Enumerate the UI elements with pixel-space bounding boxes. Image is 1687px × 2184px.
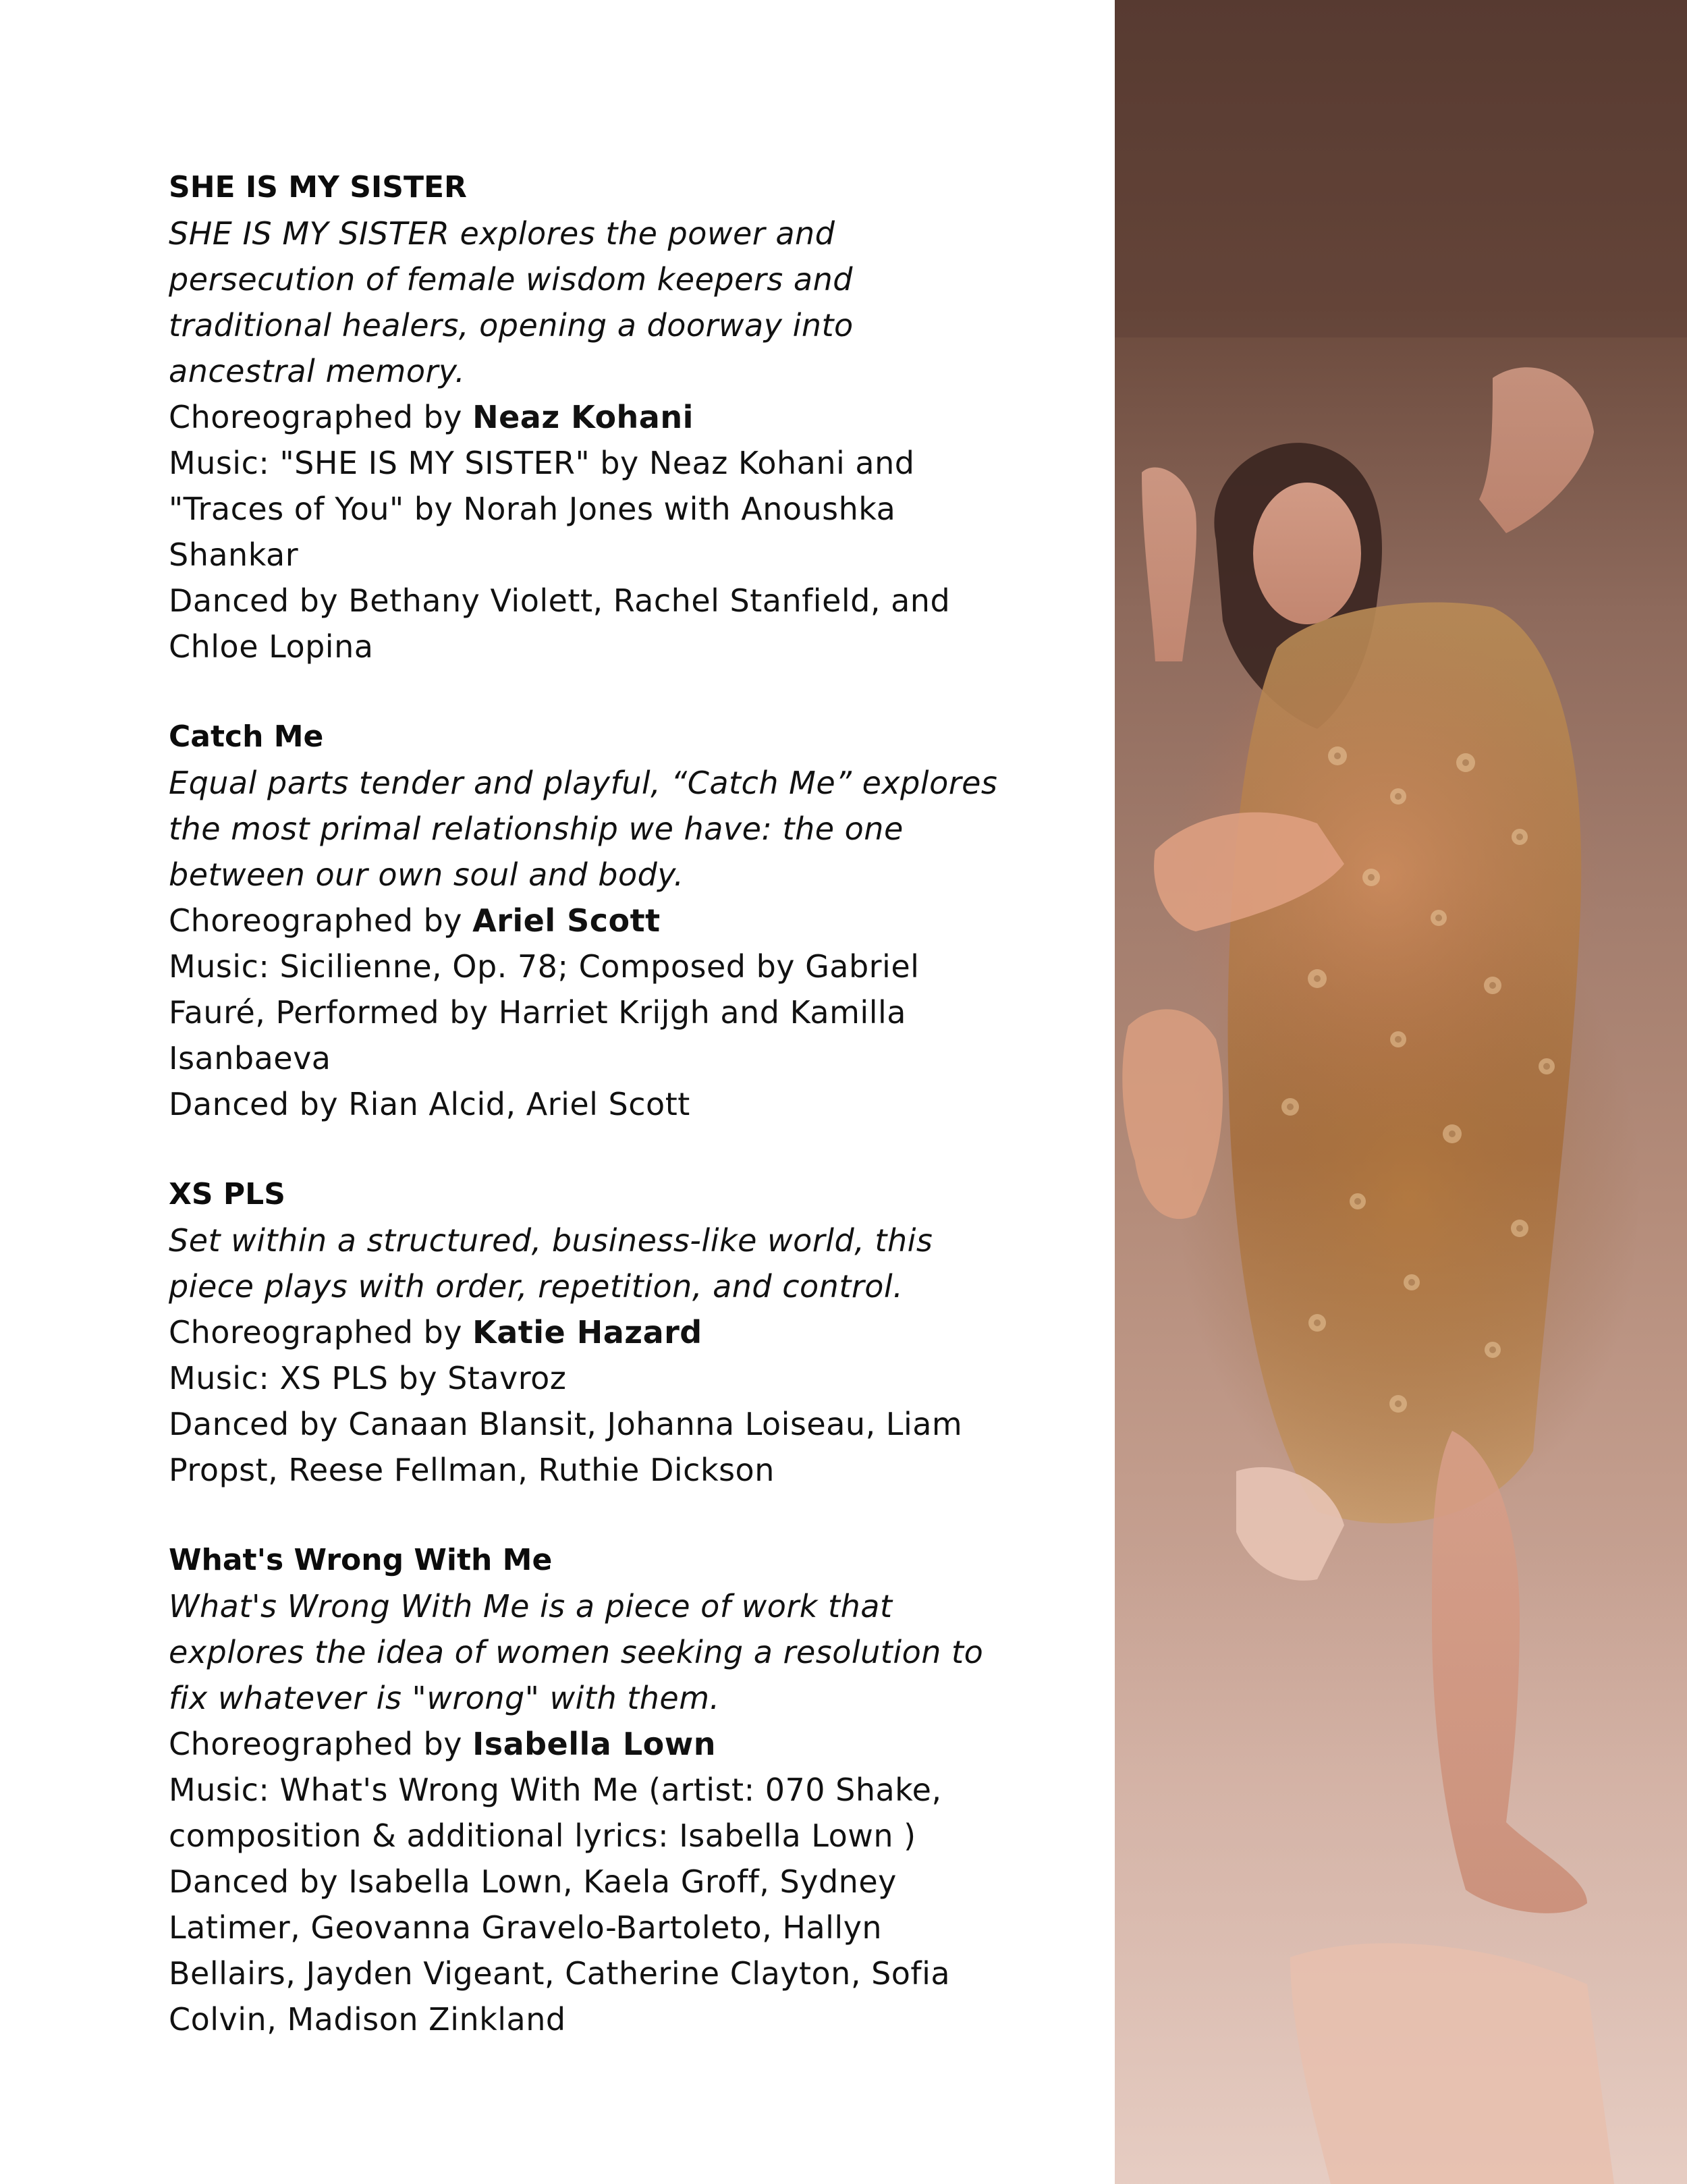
- piece-detail-line: "Traces of You" by Norah Jones with Anoushka: [169, 491, 896, 527]
- piece-detail-line: Latimer, Geovanna Gravelo-Bartoleto, Hallyn: [169, 1909, 883, 1946]
- choreographer-line: [169, 1309, 1100, 1355]
- piece-detail-line: Shankar: [169, 537, 299, 573]
- choreographer-name: Katie Hazard: [472, 1314, 702, 1350]
- piece-catch-me: [169, 714, 1100, 1127]
- choreographed-by-label: Choreographed by: [169, 399, 473, 435]
- piece-detail-line: Propst, Reese Fellman, Ruthie Dickson: [169, 1452, 775, 1488]
- piece-detail-line: Music: What's Wrong With Me (artist: 070 Shake,: [169, 1772, 942, 1808]
- piece-description-line: Set within a structured, business-like world, this: [169, 1222, 933, 1259]
- piece-title: SHE IS MY SISTER: [169, 170, 467, 204]
- piece-detail-line: Danced by Bethany Violett, Rachel Stanfield, and: [169, 582, 951, 619]
- piece-whats-wrong-with-me: [169, 1537, 1100, 2042]
- choreographed-by-label: Choreographed by: [169, 902, 473, 939]
- piece-title: XS PLS: [169, 1177, 285, 1211]
- piece-detail-line: composition & additional lyrics: Isabella Lown ): [169, 1818, 916, 1854]
- piece-detail-line: Chloe Lopina: [169, 628, 374, 665]
- choreographer-name: Ariel Scott: [472, 902, 661, 939]
- piece-description-line: Equal parts tender and playful, “Catch Me” explores: [169, 765, 998, 801]
- piece-description-line: the most primal relationship we have: the one: [169, 811, 904, 847]
- piece-detail-line: Isanbaeva: [169, 1040, 331, 1076]
- piece-detail-line: Danced by Canaan Blansit, Johanna Loiseau, Liam: [169, 1406, 963, 1442]
- choreographed-by-label: Choreographed by: [169, 1314, 473, 1350]
- piece-description-line: traditional healers, opening a doorway into: [169, 307, 854, 344]
- choreographer-line: [169, 1721, 1100, 1767]
- piece-description-line: ancestral memory.: [169, 353, 466, 389]
- choreographer-name: Neaz Kohani: [472, 399, 694, 435]
- program-text-column: [169, 165, 1100, 2087]
- piece-detail-line: Colvin, Madison Zinkland: [169, 2001, 566, 2038]
- dancer-photo: [1115, 0, 1687, 2184]
- piece-xs-pls: [169, 1172, 1100, 1493]
- piece-detail-line: Danced by Isabella Lown, Kaela Groff, Sydney: [169, 1863, 897, 1900]
- piece-she-is-my-sister: [169, 165, 1100, 670]
- piece-title: Catch Me: [169, 719, 324, 754]
- choreographer-line: [169, 394, 1100, 440]
- piece-detail-line: Music: Sicilienne, Op. 78; Composed by Gabriel: [169, 948, 920, 985]
- dancer-photo-illustration: [1115, 0, 1687, 2184]
- piece-description-line: explores the idea of women seeking a resolution to: [169, 1634, 984, 1670]
- piece-title: What's Wrong With Me: [169, 1543, 553, 1577]
- choreographed-by-label: Choreographed by: [169, 1726, 473, 1762]
- piece-description-line: between our own soul and body.: [169, 856, 684, 893]
- piece-description-line: piece plays with order, repetition, and control.: [169, 1268, 904, 1305]
- piece-description-line: persecution of female wisdom keepers and: [169, 261, 853, 298]
- piece-description-line: SHE IS MY SISTER explores the power and: [169, 215, 835, 252]
- piece-detail-line: Danced by Rian Alcid, Ariel Scott: [169, 1086, 690, 1122]
- piece-detail-line: Music: XS PLS by Stavroz: [169, 1360, 567, 1396]
- piece-detail-line: Bellairs, Jayden Vigeant, Catherine Clayton, Sofia: [169, 1955, 951, 1992]
- piece-description-line: What's Wrong With Me is a piece of work that: [169, 1588, 893, 1625]
- piece-description-line: fix whatever is "wrong" with them.: [169, 1680, 720, 1716]
- choreographer-name: Isabella Lown: [472, 1726, 717, 1762]
- choreographer-line: [169, 898, 1100, 944]
- piece-detail-line: Fauré, Performed by Harriet Krijgh and Kamilla: [169, 994, 906, 1031]
- piece-detail-line: Music: "SHE IS MY SISTER" by Neaz Kohani and: [169, 445, 915, 481]
